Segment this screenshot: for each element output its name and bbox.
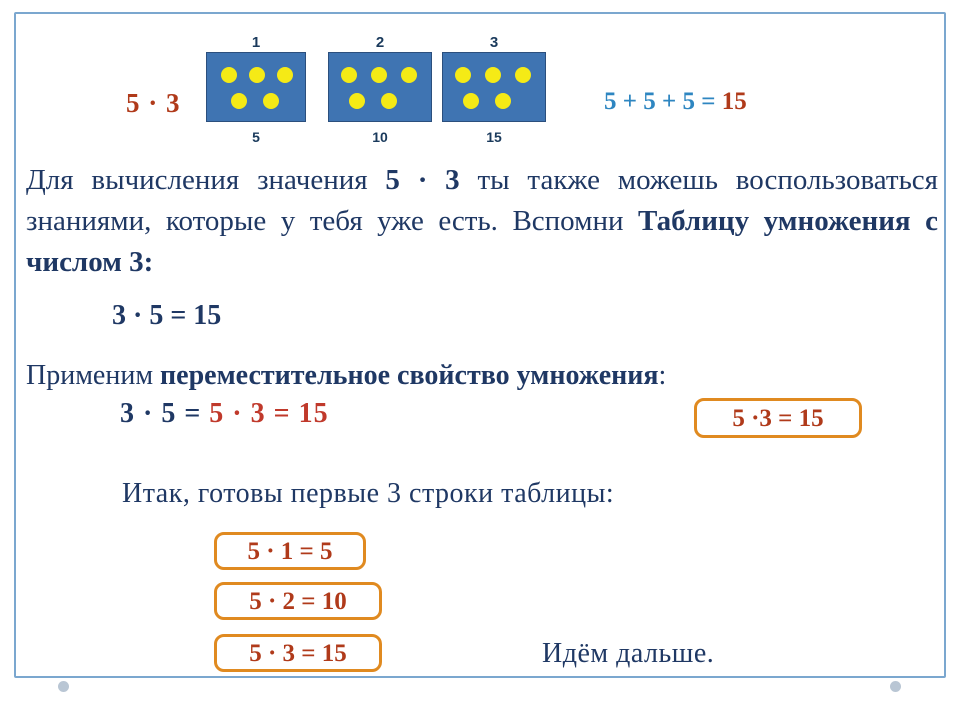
decorative-dot-right	[890, 681, 901, 692]
dot-card-3-total: 15	[486, 129, 502, 145]
conclusion-text: Итак, готовы первые 3 строки таблицы:	[122, 478, 615, 509]
pip	[231, 93, 247, 109]
pip	[249, 67, 265, 83]
pip	[381, 93, 397, 109]
explanation-paragraph	[26, 160, 938, 283]
sum-result: 15	[721, 88, 747, 115]
dot-card-1-face	[206, 52, 306, 122]
dot-card-3-face	[442, 52, 546, 122]
recalled-equation: 3 · 5 = 15	[112, 300, 222, 331]
paragraph2-bold1: переместительное свойство умножения	[160, 360, 659, 391]
repeated-addition-expression	[604, 88, 747, 116]
paragraph2-part2: :	[658, 360, 667, 391]
top-illustration-row	[0, 26, 960, 146]
dot-card-2-total: 10	[372, 129, 388, 145]
decorative-dot-left	[58, 681, 69, 692]
paragraph1-bold1: 5 · 3	[385, 164, 460, 196]
pip	[463, 93, 479, 109]
derivation-equation	[120, 398, 329, 430]
derivation-right: 5 · 3 = 15	[209, 398, 329, 429]
pip	[455, 67, 471, 83]
commutative-property-paragraph	[26, 355, 938, 396]
dot-card-3	[442, 34, 546, 145]
dot-card-1	[206, 34, 306, 145]
boxed-result-row-3: 5 · 3 = 15	[214, 634, 382, 672]
next-step-text: Идём дальше.	[542, 638, 715, 669]
dot-card-1-total: 5	[252, 129, 260, 145]
left-expression: 5 · 3	[126, 88, 181, 118]
dot-card-3-label: 3	[489, 34, 499, 51]
pip	[349, 93, 365, 109]
pip	[401, 67, 417, 83]
pip	[515, 67, 531, 83]
boxed-result-row-1: 5 · 1 = 5	[214, 532, 366, 570]
sum-prefix: 5 + 5 + 5 =	[604, 88, 722, 115]
pip	[485, 67, 501, 83]
boxed-result-main: 5 ·3 = 15	[694, 398, 862, 438]
pip	[371, 67, 387, 83]
paragraph2-part1: Применим	[26, 360, 161, 391]
derivation-left: 3 · 5 =	[120, 398, 210, 429]
paragraph1-bold2: Таблицу умножения с числом 3:	[26, 205, 938, 278]
paragraph1-part2: ты также можешь воспользоваться знаниями, которые у тебя уже есть. Вспомни	[26, 164, 938, 237]
dot-card-1-label: 1	[251, 34, 261, 51]
dot-card-2-face	[328, 52, 432, 122]
dot-card-2	[328, 34, 432, 145]
paragraph1-part1: Для вычисления значения	[26, 164, 386, 196]
boxed-result-row-2: 5 · 2 = 10	[214, 582, 382, 620]
pip	[263, 93, 279, 109]
dot-card-2-label: 2	[375, 34, 385, 51]
pip	[221, 67, 237, 83]
pip	[277, 67, 293, 83]
pip	[495, 93, 511, 109]
pip	[341, 67, 357, 83]
